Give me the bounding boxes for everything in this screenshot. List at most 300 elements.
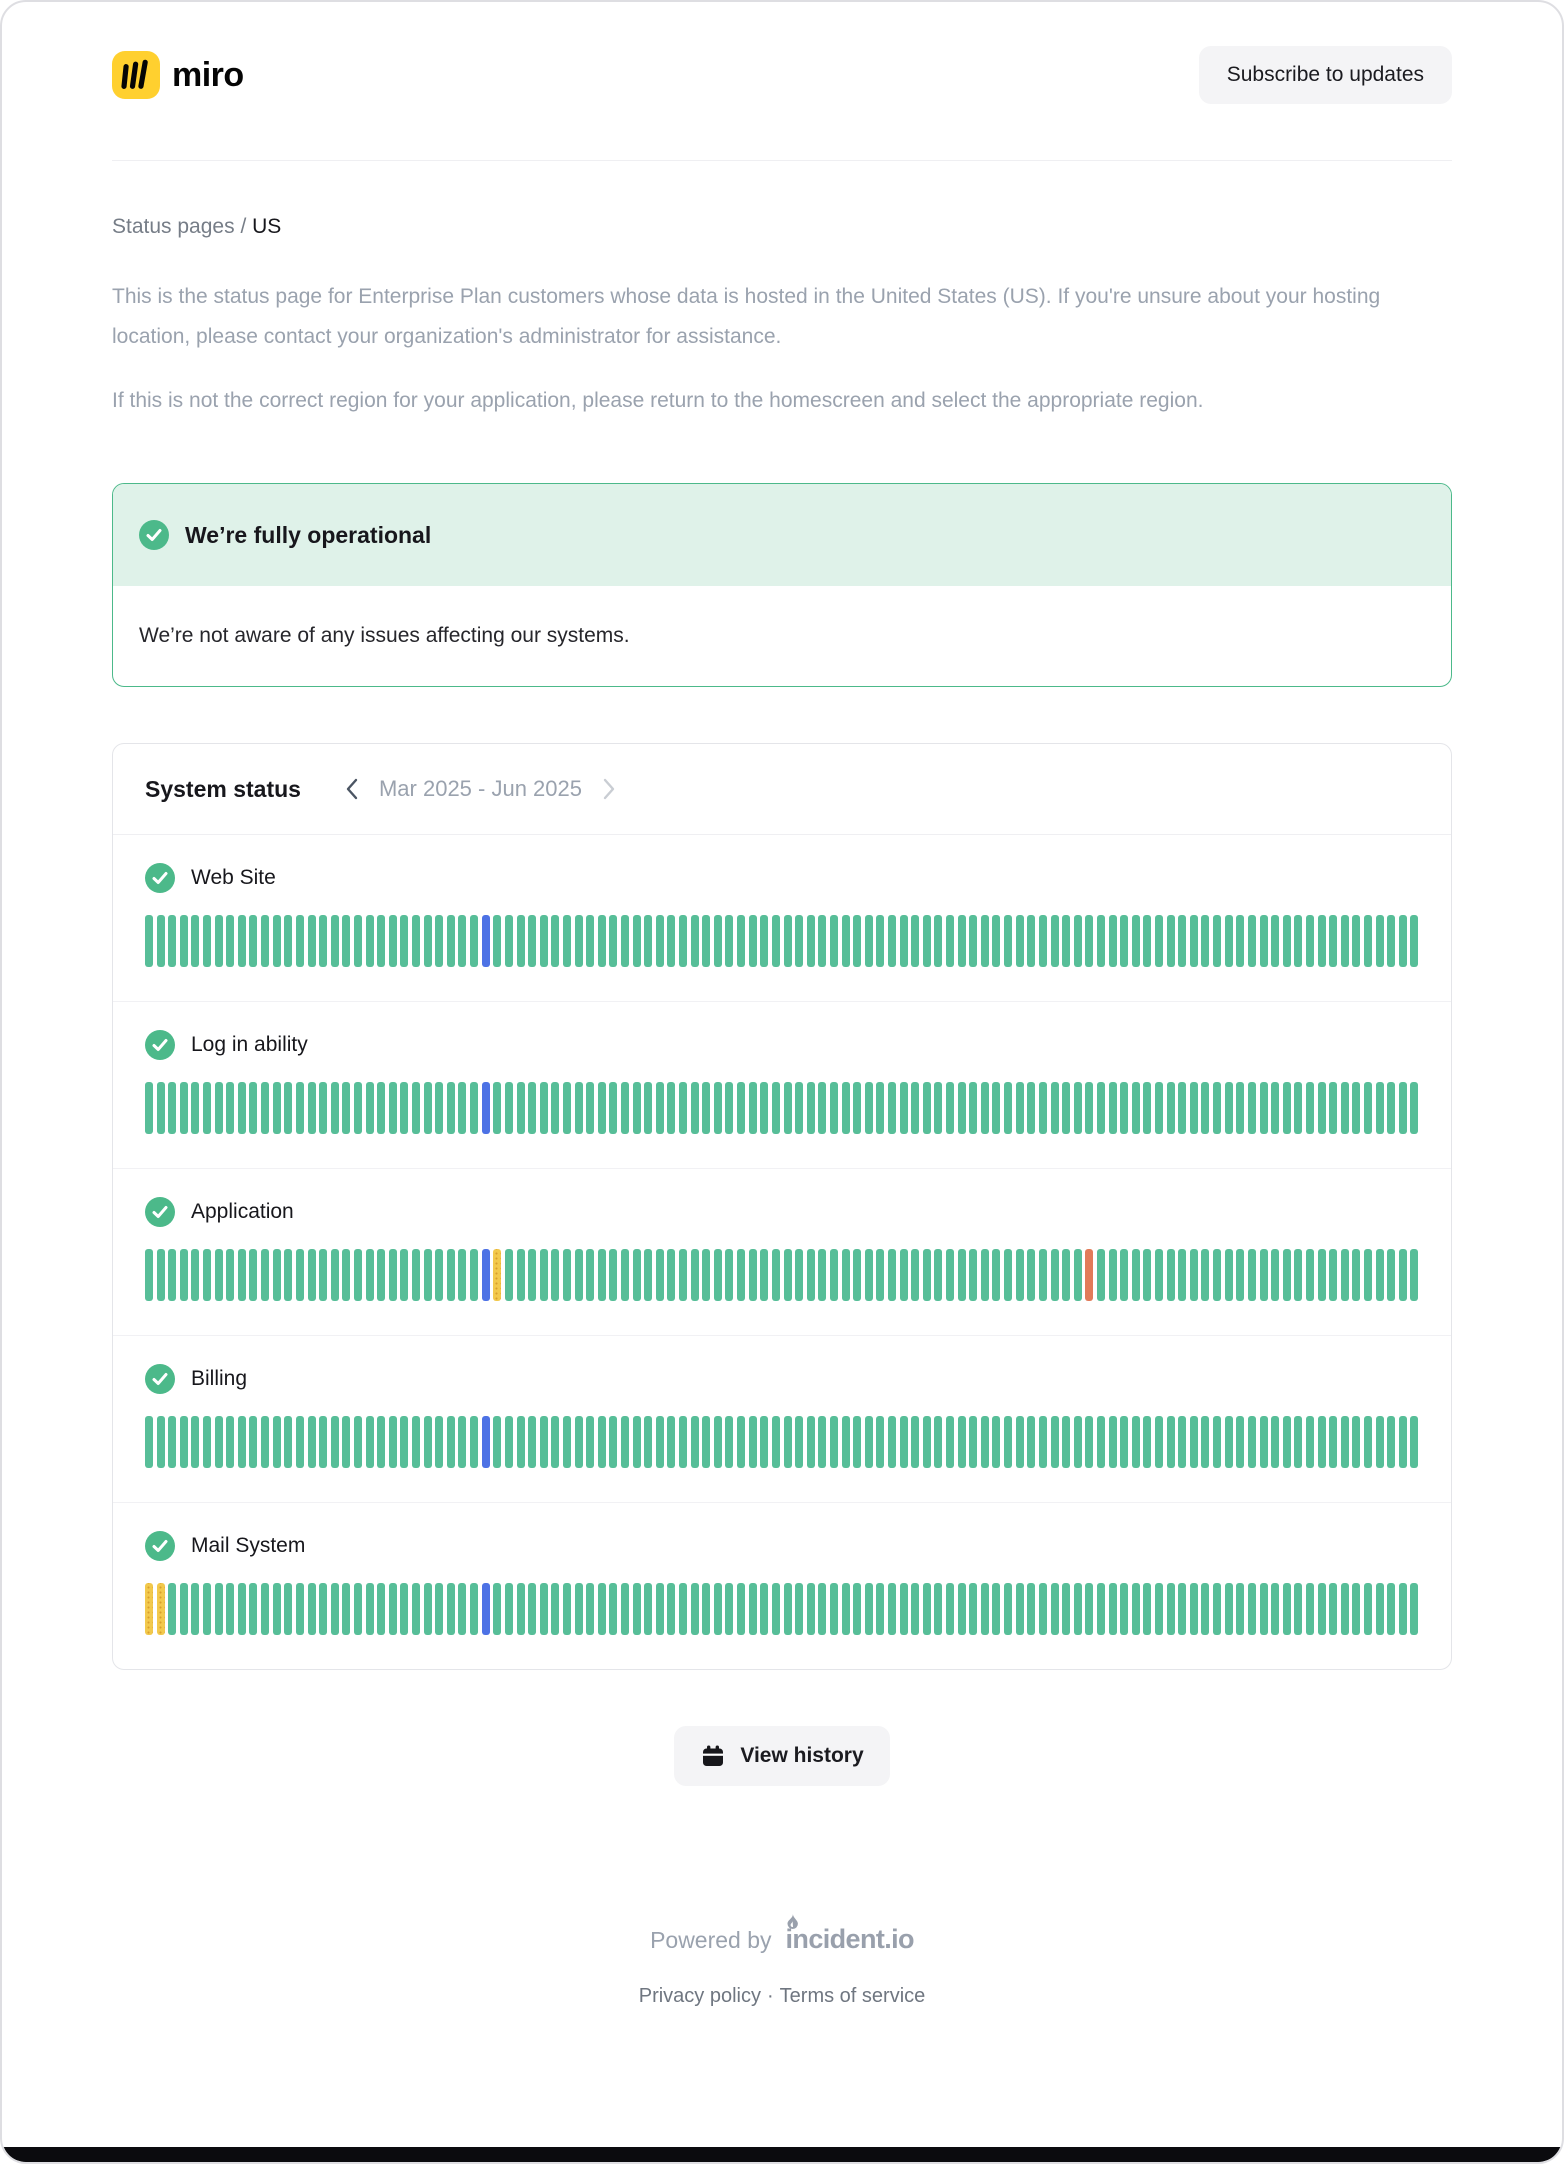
uptime-bar-operational[interactable] — [702, 1583, 710, 1635]
uptime-bar-operational[interactable] — [795, 1583, 803, 1635]
uptime-bar-operational[interactable] — [308, 915, 316, 967]
uptime-bar-operational[interactable] — [1167, 1583, 1175, 1635]
uptime-bar-operational[interactable] — [911, 915, 919, 967]
uptime-bar-operational[interactable] — [1283, 915, 1291, 967]
uptime-bar-operational[interactable] — [1016, 1583, 1024, 1635]
uptime-bar-operational[interactable] — [435, 1249, 443, 1301]
uptime-bar-maintenance[interactable] — [482, 1082, 490, 1134]
uptime-bar-operational[interactable] — [1039, 915, 1047, 967]
uptime-bar-operational[interactable] — [1109, 1082, 1117, 1134]
uptime-bar-operational[interactable] — [493, 1416, 501, 1468]
uptime-bar-operational[interactable] — [842, 915, 850, 967]
uptime-bar-operational[interactable] — [586, 1416, 594, 1468]
uptime-bar-operational[interactable] — [737, 1249, 745, 1301]
uptime-bar-operational[interactable] — [505, 1416, 513, 1468]
uptime-bar-operational[interactable] — [191, 1583, 199, 1635]
uptime-bar-operational[interactable] — [575, 1416, 583, 1468]
uptime-bar-operational[interactable] — [1016, 1249, 1024, 1301]
uptime-bar-operational[interactable] — [1062, 1082, 1070, 1134]
uptime-bar-operational[interactable] — [1329, 1416, 1337, 1468]
uptime-bar-operational[interactable] — [586, 1082, 594, 1134]
uptime-bar-operational[interactable] — [540, 1082, 548, 1134]
uptime-bar-operational[interactable] — [168, 915, 176, 967]
uptime-bar-operational[interactable] — [1364, 1416, 1372, 1468]
uptime-bar-operational[interactable] — [609, 1249, 617, 1301]
uptime-bar-operational[interactable] — [1225, 1249, 1233, 1301]
uptime-bar-partial[interactable] — [1085, 1249, 1093, 1301]
uptime-bar-operational[interactable] — [191, 1249, 199, 1301]
uptime-bar-operational[interactable] — [621, 1082, 629, 1134]
uptime-bar-operational[interactable] — [1399, 1416, 1407, 1468]
uptime-bar-operational[interactable] — [1213, 1416, 1221, 1468]
uptime-bar-operational[interactable] — [714, 1416, 722, 1468]
uptime-bar-operational[interactable] — [656, 1249, 664, 1301]
uptime-bar-operational[interactable] — [818, 1416, 826, 1468]
uptime-bar-operational[interactable] — [900, 1583, 908, 1635]
uptime-bar-operational[interactable] — [598, 1249, 606, 1301]
uptime-bar-operational[interactable] — [760, 1416, 768, 1468]
uptime-bar-operational[interactable] — [400, 1082, 408, 1134]
uptime-bar-operational[interactable] — [1341, 1249, 1349, 1301]
uptime-bar-operational[interactable] — [435, 915, 443, 967]
uptime-bar-operational[interactable] — [1318, 1583, 1326, 1635]
uptime-bar-operational[interactable] — [1178, 915, 1186, 967]
uptime-bar-operational[interactable] — [818, 1249, 826, 1301]
uptime-bar-operational[interactable] — [784, 1082, 792, 1134]
uptime-bar-operational[interactable] — [249, 1416, 257, 1468]
uptime-bar-operational[interactable] — [1318, 1249, 1326, 1301]
uptime-bar-operational[interactable] — [598, 1416, 606, 1468]
uptime-bar-operational[interactable] — [1132, 1249, 1140, 1301]
uptime-bar-operational[interactable] — [319, 1082, 327, 1134]
uptime-bar-operational[interactable] — [1294, 1583, 1302, 1635]
uptime-bar-operational[interactable] — [1051, 1249, 1059, 1301]
uptime-bar-operational[interactable] — [1167, 1249, 1175, 1301]
uptime-bar-operational[interactable] — [1039, 1082, 1047, 1134]
uptime-bar-operational[interactable] — [400, 915, 408, 967]
uptime-bar-operational[interactable] — [656, 1583, 664, 1635]
uptime-bar-operational[interactable] — [563, 1583, 571, 1635]
uptime-bar-operational[interactable] — [749, 1082, 757, 1134]
uptime-bar-operational[interactable] — [238, 1082, 246, 1134]
uptime-bar-operational[interactable] — [900, 1416, 908, 1468]
uptime-bar-operational[interactable] — [157, 1249, 165, 1301]
uptime-bar-operational[interactable] — [772, 1416, 780, 1468]
uptime-bar-operational[interactable] — [470, 915, 478, 967]
uptime-bar-operational[interactable] — [1341, 1583, 1349, 1635]
uptime-bar-operational[interactable] — [1410, 1583, 1418, 1635]
uptime-bar-operational[interactable] — [180, 915, 188, 967]
uptime-bar-operational[interactable] — [1178, 1082, 1186, 1134]
uptime-bar-operational[interactable] — [1376, 1249, 1384, 1301]
uptime-bar-operational[interactable] — [830, 1583, 838, 1635]
uptime-bar-operational[interactable] — [157, 915, 165, 967]
uptime-bar-operational[interactable] — [946, 1249, 954, 1301]
uptime-bar-operational[interactable] — [447, 1249, 455, 1301]
uptime-bar-operational[interactable] — [772, 915, 780, 967]
uptime-bar-operational[interactable] — [923, 1583, 931, 1635]
uptime-bar-operational[interactable] — [191, 915, 199, 967]
uptime-bar-operational[interactable] — [865, 1583, 873, 1635]
uptime-bar-operational[interactable] — [818, 1082, 826, 1134]
uptime-bar-operational[interactable] — [551, 1416, 559, 1468]
uptime-bar-operational[interactable] — [342, 915, 350, 967]
uptime-bar-operational[interactable] — [563, 1249, 571, 1301]
uptime-bar-operational[interactable] — [447, 915, 455, 967]
uptime-bar-operational[interactable] — [424, 1416, 432, 1468]
uptime-bar-operational[interactable] — [760, 915, 768, 967]
uptime-bar-operational[interactable] — [1155, 1583, 1163, 1635]
uptime-bar-operational[interactable] — [1120, 915, 1128, 967]
uptime-bar-operational[interactable] — [517, 915, 525, 967]
uptime-bar-operational[interactable] — [238, 1249, 246, 1301]
uptime-bar-operational[interactable] — [946, 1416, 954, 1468]
uptime-bar-operational[interactable] — [1376, 1082, 1384, 1134]
uptime-bar-operational[interactable] — [876, 1583, 884, 1635]
uptime-bar-operational[interactable] — [691, 1416, 699, 1468]
uptime-bar-operational[interactable] — [1410, 1249, 1418, 1301]
uptime-bar-degraded[interactable] — [157, 1583, 165, 1635]
uptime-bar-operational[interactable] — [795, 1082, 803, 1134]
uptime-bar-operational[interactable] — [772, 1249, 780, 1301]
uptime-bar-operational[interactable] — [934, 1249, 942, 1301]
uptime-bar-operational[interactable] — [679, 1249, 687, 1301]
uptime-bar-operational[interactable] — [633, 915, 641, 967]
uptime-bar-operational[interactable] — [1120, 1416, 1128, 1468]
uptime-bar-operational[interactable] — [1387, 1249, 1395, 1301]
uptime-bar-operational[interactable] — [1236, 1082, 1244, 1134]
uptime-bar-operational[interactable] — [273, 1082, 281, 1134]
uptime-bar-operational[interactable] — [1167, 915, 1175, 967]
uptime-bar-operational[interactable] — [1178, 1416, 1186, 1468]
uptime-bar-operational[interactable] — [354, 1416, 362, 1468]
uptime-bar-operational[interactable] — [1190, 915, 1198, 967]
uptime-bar-operational[interactable] — [621, 1249, 629, 1301]
uptime-bar-operational[interactable] — [1329, 915, 1337, 967]
uptime-bar-operational[interactable] — [528, 1249, 536, 1301]
uptime-bar-operational[interactable] — [575, 915, 583, 967]
uptime-bar-operational[interactable] — [342, 1249, 350, 1301]
uptime-bar-operational[interactable] — [354, 1583, 362, 1635]
uptime-bar-operational[interactable] — [1352, 1416, 1360, 1468]
uptime-bar-operational[interactable] — [1306, 1416, 1314, 1468]
uptime-bar-operational[interactable] — [470, 1082, 478, 1134]
uptime-bar-operational[interactable] — [528, 1416, 536, 1468]
uptime-bar-operational[interactable] — [760, 1249, 768, 1301]
uptime-bar-operational[interactable] — [1294, 1416, 1302, 1468]
uptime-bar-operational[interactable] — [958, 1583, 966, 1635]
uptime-bar-operational[interactable] — [1143, 1583, 1151, 1635]
uptime-bar-operational[interactable] — [1190, 1249, 1198, 1301]
uptime-bar-operational[interactable] — [633, 1583, 641, 1635]
uptime-bar-operational[interactable] — [354, 915, 362, 967]
uptime-bar-operational[interactable] — [1352, 1583, 1360, 1635]
uptime-bar-operational[interactable] — [575, 1082, 583, 1134]
uptime-bar-operational[interactable] — [226, 1249, 234, 1301]
uptime-bar-operational[interactable] — [633, 1249, 641, 1301]
uptime-bar-operational[interactable] — [238, 1416, 246, 1468]
uptime-bar-operational[interactable] — [1213, 1082, 1221, 1134]
uptime-bar-operational[interactable] — [249, 1583, 257, 1635]
uptime-bar-operational[interactable] — [458, 915, 466, 967]
uptime-bar-operational[interactable] — [958, 1416, 966, 1468]
uptime-bar-operational[interactable] — [679, 1082, 687, 1134]
uptime-bar-operational[interactable] — [958, 1082, 966, 1134]
uptime-bar-operational[interactable] — [1329, 1583, 1337, 1635]
uptime-bar-operational[interactable] — [1062, 1583, 1070, 1635]
uptime-bar-operational[interactable] — [865, 1249, 873, 1301]
uptime-bar-operational[interactable] — [1109, 915, 1117, 967]
uptime-bar-operational[interactable] — [609, 1082, 617, 1134]
uptime-bar-operational[interactable] — [1097, 1249, 1105, 1301]
uptime-bar-operational[interactable] — [830, 1416, 838, 1468]
uptime-bar-operational[interactable] — [273, 1416, 281, 1468]
privacy-policy-link[interactable]: Privacy policy — [638, 1985, 761, 2007]
uptime-bar-operational[interactable] — [1399, 1082, 1407, 1134]
uptime-bar-operational[interactable] — [923, 1416, 931, 1468]
uptime-bar-operational[interactable] — [760, 1583, 768, 1635]
uptime-bar-operational[interactable] — [470, 1249, 478, 1301]
uptime-bar-operational[interactable] — [1109, 1416, 1117, 1468]
uptime-bar-operational[interactable] — [969, 915, 977, 967]
uptime-bar-operational[interactable] — [1410, 915, 1418, 967]
uptime-bar-operational[interactable] — [760, 1082, 768, 1134]
uptime-bar-operational[interactable] — [308, 1249, 316, 1301]
uptime-bar-operational[interactable] — [319, 915, 327, 967]
uptime-bar-operational[interactable] — [946, 915, 954, 967]
uptime-bar-operational[interactable] — [888, 1583, 896, 1635]
uptime-bar-operational[interactable] — [1306, 1082, 1314, 1134]
uptime-bar-operational[interactable] — [702, 1082, 710, 1134]
uptime-bar-operational[interactable] — [1294, 1249, 1302, 1301]
uptime-bar-operational[interactable] — [1260, 1082, 1268, 1134]
uptime-bar-operational[interactable] — [1190, 1082, 1198, 1134]
uptime-bar-operational[interactable] — [517, 1249, 525, 1301]
uptime-bar-operational[interactable] — [180, 1583, 188, 1635]
uptime-bar-operational[interactable] — [1016, 915, 1024, 967]
uptime-bar-operational[interactable] — [667, 1416, 675, 1468]
uptime-bar-operational[interactable] — [876, 1416, 884, 1468]
uptime-bar-operational[interactable] — [1294, 1082, 1302, 1134]
uptime-bar-operational[interactable] — [807, 1583, 815, 1635]
uptime-bar-operational[interactable] — [934, 1416, 942, 1468]
uptime-bar-operational[interactable] — [226, 1583, 234, 1635]
uptime-bar-operational[interactable] — [1085, 1583, 1093, 1635]
uptime-bar-operational[interactable] — [1178, 1583, 1186, 1635]
uptime-bar-operational[interactable] — [366, 1583, 374, 1635]
uptime-bar-operational[interactable] — [1352, 915, 1360, 967]
uptime-bar-operational[interactable] — [1364, 1583, 1372, 1635]
uptime-bar-operational[interactable] — [215, 1583, 223, 1635]
uptime-bar-operational[interactable] — [725, 915, 733, 967]
uptime-bar-operational[interactable] — [389, 1249, 397, 1301]
uptime-bar-operational[interactable] — [551, 915, 559, 967]
uptime-bar-operational[interactable] — [1132, 1416, 1140, 1468]
breadcrumb-status-pages[interactable]: Status pages — [112, 215, 235, 238]
uptime-bar-operational[interactable] — [1260, 1249, 1268, 1301]
uptime-bar-operational[interactable] — [842, 1249, 850, 1301]
uptime-bar-operational[interactable] — [435, 1583, 443, 1635]
uptime-bar-operational[interactable] — [946, 1583, 954, 1635]
uptime-bar-operational[interactable] — [493, 1583, 501, 1635]
uptime-bar-operational[interactable] — [725, 1416, 733, 1468]
uptime-bar-operational[interactable] — [1051, 1583, 1059, 1635]
uptime-bar-operational[interactable] — [203, 1082, 211, 1134]
uptime-bar-operational[interactable] — [458, 1416, 466, 1468]
uptime-bar-operational[interactable] — [725, 1583, 733, 1635]
uptime-bar-operational[interactable] — [308, 1583, 316, 1635]
uptime-bar-operational[interactable] — [400, 1249, 408, 1301]
uptime-bar-operational[interactable] — [807, 915, 815, 967]
uptime-bar-operational[interactable] — [1004, 1583, 1012, 1635]
uptime-bar-operational[interactable] — [1236, 1249, 1244, 1301]
uptime-bar-operational[interactable] — [714, 1583, 722, 1635]
uptime-bar-operational[interactable] — [749, 1249, 757, 1301]
uptime-bar-operational[interactable] — [1306, 1249, 1314, 1301]
uptime-bar-operational[interactable] — [621, 1583, 629, 1635]
uptime-bar-operational[interactable] — [725, 1249, 733, 1301]
uptime-bar-operational[interactable] — [1248, 1416, 1256, 1468]
uptime-bar-operational[interactable] — [853, 915, 861, 967]
uptime-bar-operational[interactable] — [1051, 1082, 1059, 1134]
uptime-bar-operational[interactable] — [331, 1249, 339, 1301]
uptime-bar-operational[interactable] — [1341, 915, 1349, 967]
uptime-bar-operational[interactable] — [447, 1416, 455, 1468]
uptime-bar-operational[interactable] — [818, 915, 826, 967]
uptime-bar-operational[interactable] — [273, 1583, 281, 1635]
uptime-bar-operational[interactable] — [586, 915, 594, 967]
uptime-bar-operational[interactable] — [1364, 1082, 1372, 1134]
uptime-bar-operational[interactable] — [435, 1082, 443, 1134]
uptime-bar-operational[interactable] — [517, 1416, 525, 1468]
uptime-bar-operational[interactable] — [424, 1082, 432, 1134]
uptime-bar-operational[interactable] — [319, 1416, 327, 1468]
uptime-bar-operational[interactable] — [1260, 915, 1268, 967]
uptime-bar-operational[interactable] — [1271, 1416, 1279, 1468]
uptime-bar-degraded[interactable] — [145, 1583, 153, 1635]
next-period-button[interactable] — [598, 774, 620, 804]
uptime-bar-operational[interactable] — [865, 1082, 873, 1134]
uptime-bar-operational[interactable] — [261, 1249, 269, 1301]
uptime-bar-operational[interactable] — [586, 1583, 594, 1635]
uptime-bar-operational[interactable] — [551, 1249, 559, 1301]
uptime-bar-operational[interactable] — [807, 1082, 815, 1134]
uptime-bar-operational[interactable] — [366, 1249, 374, 1301]
uptime-bar-operational[interactable] — [1074, 915, 1082, 967]
uptime-bar-operational[interactable] — [284, 1583, 292, 1635]
uptime-bar-operational[interactable] — [1341, 1082, 1349, 1134]
uptime-bar-operational[interactable] — [1387, 915, 1395, 967]
uptime-bar-operational[interactable] — [1399, 1583, 1407, 1635]
uptime-bar-operational[interactable] — [633, 1416, 641, 1468]
uptime-bar-operational[interactable] — [447, 1082, 455, 1134]
uptime-bar-operational[interactable] — [226, 1082, 234, 1134]
uptime-bar-operational[interactable] — [1201, 1416, 1209, 1468]
uptime-bar-operational[interactable] — [180, 1082, 188, 1134]
uptime-bar-operational[interactable] — [609, 915, 617, 967]
uptime-bar-operational[interactable] — [737, 1583, 745, 1635]
uptime-bar-operational[interactable] — [644, 1082, 652, 1134]
terms-of-service-link[interactable]: Terms of service — [779, 1985, 926, 2007]
uptime-bar-operational[interactable] — [435, 1416, 443, 1468]
uptime-bar-operational[interactable] — [784, 1416, 792, 1468]
uptime-bar-operational[interactable] — [458, 1249, 466, 1301]
uptime-bar-operational[interactable] — [702, 915, 710, 967]
uptime-bar-operational[interactable] — [145, 915, 153, 967]
uptime-bar-operational[interactable] — [865, 915, 873, 967]
uptime-bar-operational[interactable] — [1225, 1416, 1233, 1468]
uptime-bar-operational[interactable] — [934, 1583, 942, 1635]
uptime-bar-operational[interactable] — [633, 1082, 641, 1134]
uptime-bar-operational[interactable] — [586, 1249, 594, 1301]
uptime-bar-operational[interactable] — [1027, 1583, 1035, 1635]
uptime-bar-operational[interactable] — [1132, 1082, 1140, 1134]
uptime-bar-operational[interactable] — [853, 1583, 861, 1635]
uptime-bar-operational[interactable] — [598, 915, 606, 967]
uptime-bar-operational[interactable] — [900, 1082, 908, 1134]
uptime-bar-operational[interactable] — [1387, 1082, 1395, 1134]
uptime-bar-operational[interactable] — [795, 1416, 803, 1468]
uptime-bar-operational[interactable] — [714, 1249, 722, 1301]
uptime-bar-operational[interactable] — [1364, 1249, 1372, 1301]
uptime-bar-operational[interactable] — [911, 1583, 919, 1635]
uptime-bar-operational[interactable] — [563, 915, 571, 967]
uptime-bar-operational[interactable] — [284, 1416, 292, 1468]
uptime-bar-operational[interactable] — [505, 1583, 513, 1635]
uptime-bar-operational[interactable] — [1376, 1416, 1384, 1468]
uptime-bar-operational[interactable] — [749, 1583, 757, 1635]
uptime-bar-operational[interactable] — [331, 915, 339, 967]
uptime-bar-operational[interactable] — [493, 1082, 501, 1134]
uptime-bar-operational[interactable] — [168, 1583, 176, 1635]
uptime-bar-operational[interactable] — [1201, 915, 1209, 967]
uptime-bar-operational[interactable] — [470, 1583, 478, 1635]
uptime-bar-operational[interactable] — [342, 1082, 350, 1134]
uptime-bar-operational[interactable] — [1364, 915, 1372, 967]
uptime-bar-operational[interactable] — [1016, 1082, 1024, 1134]
uptime-bar-maintenance[interactable] — [482, 1416, 490, 1468]
uptime-bar-operational[interactable] — [876, 915, 884, 967]
uptime-bar-operational[interactable] — [807, 1416, 815, 1468]
uptime-bar-operational[interactable] — [168, 1082, 176, 1134]
uptime-bar-operational[interactable] — [842, 1082, 850, 1134]
uptime-bar-operational[interactable] — [911, 1249, 919, 1301]
uptime-bar-operational[interactable] — [366, 1082, 374, 1134]
uptime-bar-operational[interactable] — [865, 1416, 873, 1468]
uptime-bar-operational[interactable] — [1097, 1583, 1105, 1635]
uptime-bar-operational[interactable] — [656, 1416, 664, 1468]
uptime-bar-operational[interactable] — [1004, 1082, 1012, 1134]
uptime-bar-operational[interactable] — [1155, 1416, 1163, 1468]
uptime-bar-operational[interactable] — [354, 1082, 362, 1134]
uptime-bar-operational[interactable] — [679, 915, 687, 967]
uptime-bar-operational[interactable] — [157, 1416, 165, 1468]
uptime-bar-operational[interactable] — [551, 1583, 559, 1635]
uptime-bar-operational[interactable] — [679, 1583, 687, 1635]
previous-period-button[interactable] — [341, 774, 363, 804]
uptime-bar-operational[interactable] — [1085, 915, 1093, 967]
uptime-bar-operational[interactable] — [377, 1249, 385, 1301]
uptime-bar-operational[interactable] — [667, 915, 675, 967]
uptime-bar-operational[interactable] — [714, 915, 722, 967]
uptime-bar-operational[interactable] — [656, 1082, 664, 1134]
uptime-bar-maintenance[interactable] — [482, 1583, 490, 1635]
uptime-bar-operational[interactable] — [1027, 1249, 1035, 1301]
uptime-bar-operational[interactable] — [830, 1082, 838, 1134]
uptime-bar-operational[interactable] — [203, 1583, 211, 1635]
uptime-bar-operational[interactable] — [319, 1583, 327, 1635]
uptime-bar-operational[interactable] — [1155, 915, 1163, 967]
